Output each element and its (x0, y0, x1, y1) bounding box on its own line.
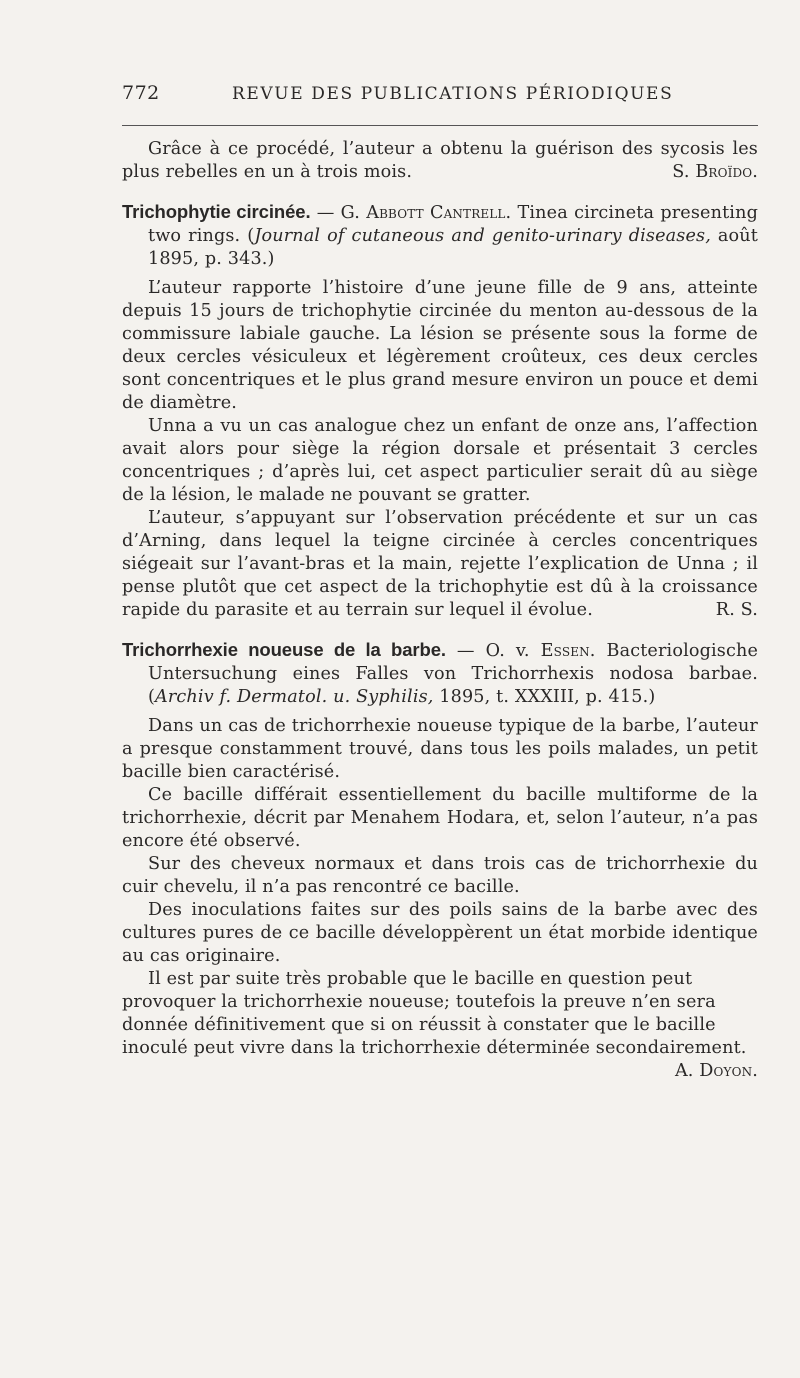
article-signature: R. S. (715, 600, 758, 620)
paragraph: L’auteur rapporte l’histoire d’une jeune fille de 9 ans, atteinte depuis 15 jours de trichophytie circinée du menton au-dessous de la commissure labiale gauche. La lésion se présente sous la forme de deux cercles vésiculeux et légèrement croûteux, ces deux cercles sont concentriques et le plus grand mesure environ un pouce et demi de diamètre. (122, 278, 758, 413)
paragraph (122, 507, 758, 622)
article-dash: — O. v. (445, 641, 541, 661)
article-author: Essen. (540, 641, 596, 661)
article-heading (122, 638, 758, 709)
article-dash: — G. (310, 203, 367, 223)
paragraph-text: Il est par suite très probable que le bacille en question peut provoquer la trichorrhexie noueuse; toutefois la preuve n’en sera donnée définitivement que si on réussit à constater que le bacille inoculé peut vivre dans la trichorrhexie déterminée secondairement. (122, 969, 747, 1058)
page-number: 772 (122, 82, 160, 104)
article-citation: août 1895, p. 343.) (148, 226, 759, 269)
article-original-title: Bacteriologische Untersuchung eines Falles von Trichorrhexis nodosa barbae. ( (148, 641, 759, 707)
article-signature: A. Doyon. (674, 1061, 758, 1081)
paragraph (122, 968, 758, 1081)
article-title: Trichorrhexie noueuse de la barbe. (122, 639, 446, 660)
intro-signature: S. Broïdo. (672, 162, 758, 182)
article-trichophytie (122, 200, 758, 622)
paragraph: Ce bacille différait essentiellement du bacille multiforme de la trichorrhexie, décrit par Menahem Hodara, et, selon l’auteur, n’a pas encore été observé. (122, 785, 758, 851)
article-original-title: Tinea circineta presenting two rings. ( (148, 203, 758, 246)
article-heading (122, 200, 758, 271)
intro-paragraph (122, 138, 758, 184)
paragraph-text: L’auteur, s’appuyant sur l’observation précédente et sur un cas d’Arning, dans lequel la teigne circinée à cercles concentriques siégeait sur l’avant-bras et la main, rejette l’explication de Unna ; il pense plutôt que cet aspect de la trichophytie est dû à la croissance rapide du parasite et au terrain sur lequel il évolue. (122, 508, 758, 620)
header-rule (122, 125, 758, 126)
paragraph: Sur des cheveux normaux et dans trois cas de trichorrhexie du cuir chevelu, il n’a pas rencontré ce bacille. (122, 854, 758, 897)
article-title: Trichophytie circinée. (122, 201, 311, 222)
article-trichorrhexie (122, 638, 759, 1081)
running-title: REVUE DES PUBLICATIONS PÉRIODIQUES (232, 84, 674, 104)
paragraph: Dans un cas de trichorrhexie noueuse typique de la barbe, l’auteur a presque constamment trouvé, dans tous les poils malades, un petit bacille bien caractérisé. (122, 716, 758, 782)
page-header (122, 82, 758, 112)
paragraph: Unna a vu un cas analogue chez un enfant de onze ans, l’affection avait alors pour siège la région dorsale et présentait 3 cercles concentriques ; d’après lui, cet aspect particulier serait dû au siège de la lésion, le malade ne pouvant se gratter. (122, 416, 758, 505)
article-author: Abbott Cantrell. (366, 203, 512, 223)
article-citation: 1895, t. XXXIII, p. 415.) (433, 687, 656, 707)
article-journal: Archiv f. Dermatol. u. Syphilis, (155, 687, 434, 707)
intro-text: Grâce à ce procédé, l’auteur a obtenu la guérison des sycosis les plus rebelles en un à trois mois. (122, 139, 758, 182)
page-body (122, 138, 758, 1083)
paragraph: Des inoculations faites sur des poils sains de la barbe avec des cultures pures de ce bacille développèrent un état morbide identique au cas originaire. (122, 900, 758, 966)
article-journal: Journal of cutaneous and genito-urinary diseases, (254, 226, 711, 246)
